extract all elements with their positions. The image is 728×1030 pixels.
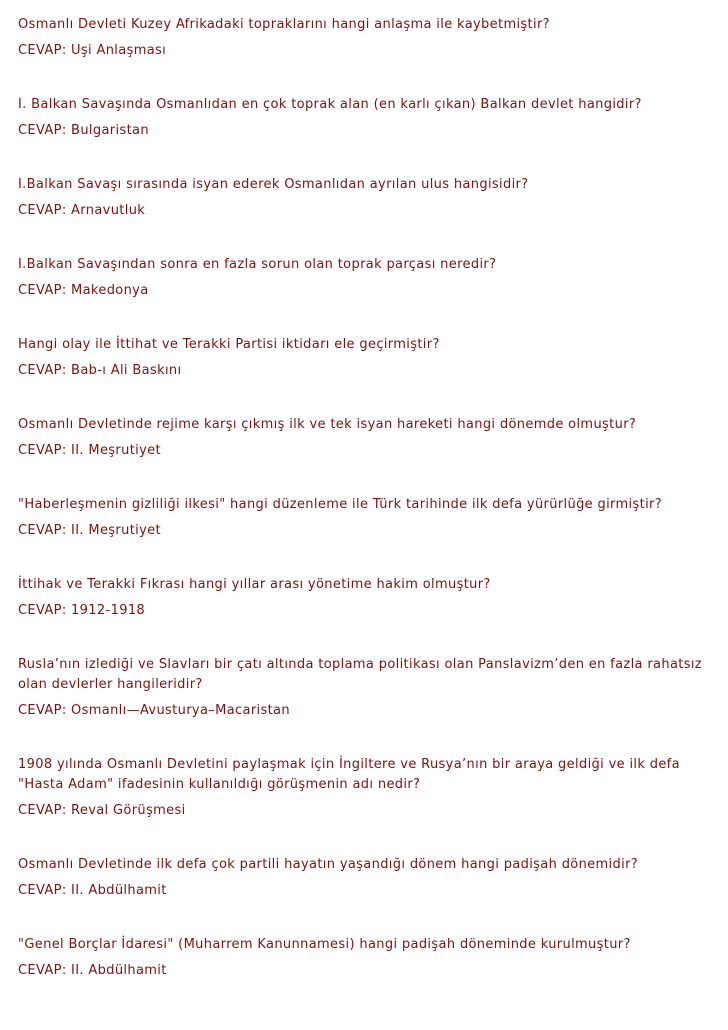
question-text: I. Balkan Savaşında Osmanlıdan en çok toprak alan (en karlı çıkan) Balkan devlet hangidir? <box>18 97 642 112</box>
answer-text: CEVAP: Reval Görüşmesi <box>18 803 186 818</box>
qa-item-12 <box>18 935 718 981</box>
answer-text: CEVAP: Bulgaristan <box>18 123 149 138</box>
qa-item-5 <box>18 335 718 381</box>
answer-text: CEVAP: II. Abdülhamit <box>18 963 167 978</box>
qa-item-11 <box>18 855 718 901</box>
answer-text: CEVAP: Osmanlı—Avusturya–Macaristan <box>18 703 290 718</box>
qa-item-4 <box>18 255 718 301</box>
answer-text: CEVAP: Uşi Anlaşması <box>18 43 167 58</box>
question-text: 1908 yılında Osmanlı Devletini paylaşmak için İngiltere ve Rusya’nın bir araya geldiği ve ilk defa "Hasta Adam" ifadesinin kullanıldığı görüşmenin adı nedir? <box>18 757 680 792</box>
qa-item-7 <box>18 495 718 541</box>
answer-text: CEVAP: II. Meşrutiyet <box>18 443 161 458</box>
answer-text: CEVAP: 1912-1918 <box>18 603 146 618</box>
question-text: I.Balkan Savaşından sonra en fazla sorun olan toprak parçası neredir? <box>18 257 497 272</box>
question-text: İttihak ve Terakki Fıkrası hangi yıllar arası yönetime hakim olmuştur? <box>18 577 491 592</box>
question-text: Osmanlı Devleti Kuzey Afrikadaki topraklarını hangi anlaşma ile kaybetmiştir? <box>18 17 550 32</box>
question-text: "Haberleşmenin gizliliği ilkesi" hangi düzenleme ile Türk tarihinde ilk defa yürürlüğe girmiştir? <box>18 497 662 512</box>
question-text: Hangi olay ile İttihat ve Terakki Partisi iktidarı ele geçirmiştir? <box>18 337 440 352</box>
answer-text: CEVAP: Makedonya <box>18 283 149 298</box>
answer-text: CEVAP: II. Meşrutiyet <box>18 523 161 538</box>
qa-item-6 <box>18 415 718 461</box>
answer-text: CEVAP: Arnavutluk <box>18 203 146 218</box>
question-text: "Genel Borçlar İdaresi" (Muharrem Kanunnamesi) hangi padişah döneminde kurulmuştur? <box>18 937 631 952</box>
answer-text: CEVAP: Bab-ı Ali Baskını <box>18 363 182 378</box>
qa-item-3 <box>18 175 718 221</box>
question-text: Rusla’nın izlediği ve Slavları bir çatı altında toplama politikası olan Panslavizm’den en fazla rahatsız olan devlerler hangileridir? <box>18 657 702 692</box>
question-text: I.Balkan Savaşı sırasında isyan ederek Osmanlıdan ayrılan ulus hangisidir? <box>18 177 529 192</box>
qa-item-8 <box>18 575 718 621</box>
answer-text: CEVAP: II. Abdülhamit <box>18 883 167 898</box>
question-text: Osmanlı Devletinde ilk defa çok partili hayatın yaşandığı dönem hangi padişah dönemidir? <box>18 857 639 872</box>
qa-item-2 <box>18 95 718 141</box>
question-text: Osmanlı Devletinde rejime karşı çıkmış ilk ve tek isyan hareketi hangi dönemde olmuştur? <box>18 417 637 432</box>
qa-item-1 <box>18 15 718 61</box>
qa-item-9 <box>18 655 718 721</box>
qa-item-10 <box>18 755 718 821</box>
